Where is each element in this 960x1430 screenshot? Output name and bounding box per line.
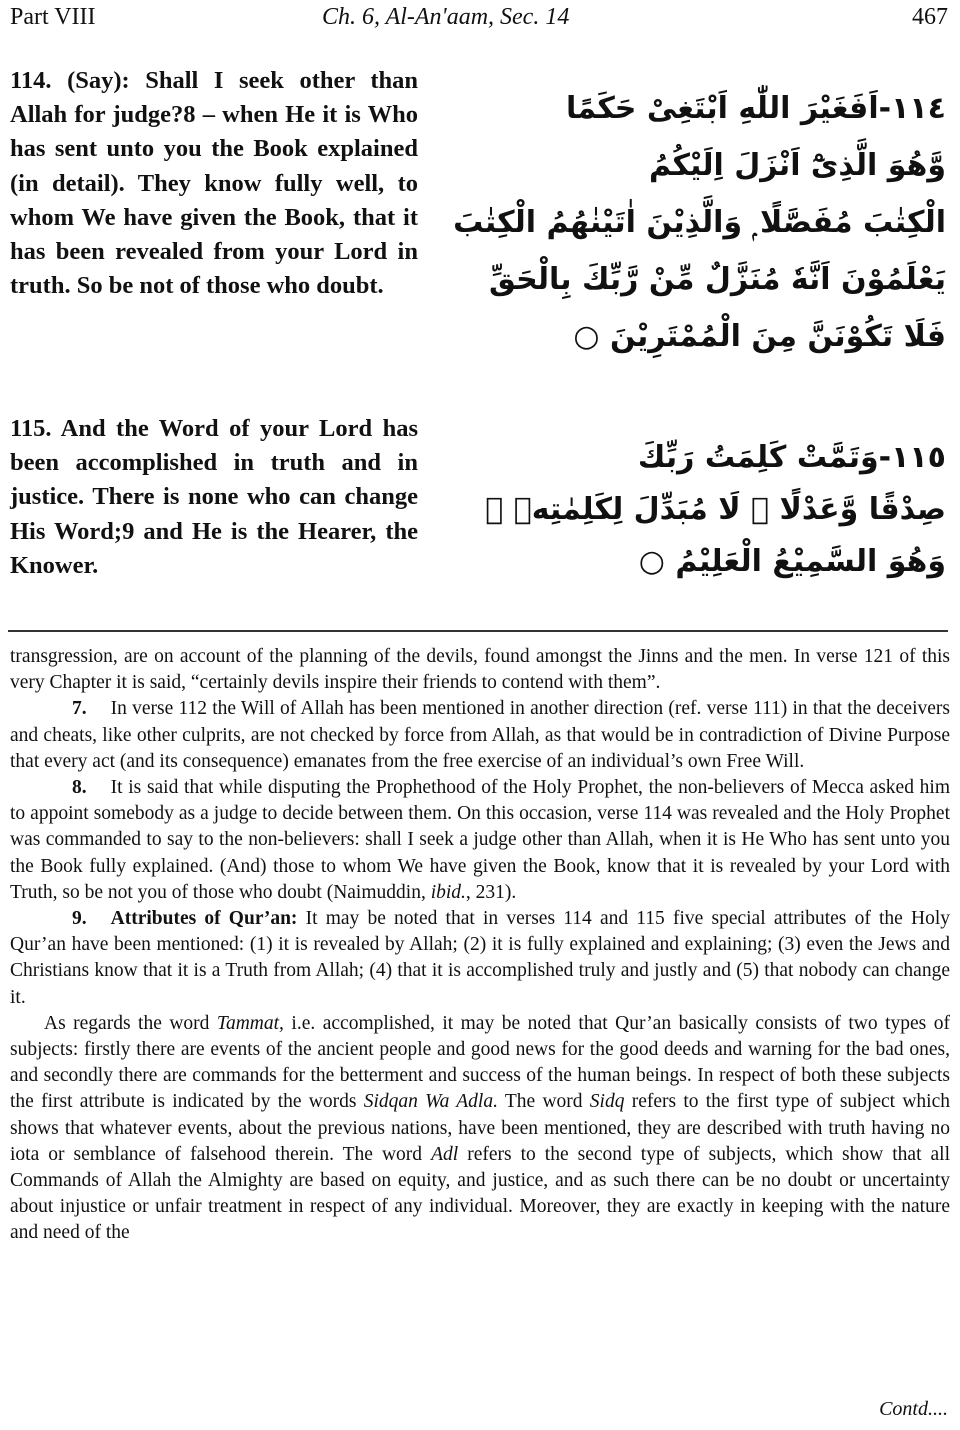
note-9-paragraph: [10, 1011, 950, 1247]
part-label: Part VIII: [10, 4, 96, 30]
verse-114-text: 114. (Say): Shall I seek other than Allah for judge?8 – when He it is Who has sent unto you the Book explained (in detail). They know fully well, to whom We have given the Book, that it has been revealed from your Lord in truth. So be not of those who doubt.: [10, 67, 418, 300]
note-9-text: It may be noted that in verses 114 and 115 five special attributes of the Holy Qur’an have been mentioned: (1) it is revealed by Allah; (2) it is fully explained and explaining; (3) even the Jews and Christians know that it is a Truth from Allah; (4) that it is accomplished truly and justly and (5) that nobody can change it.: [10, 908, 950, 1008]
verse-115-arabic: [446, 432, 946, 588]
para-text: refers to the first type of subject which shows that whatever events, about the previous nations, have been mentioned, they are described with truth having no iota or semblance of falsehood therein. The word: [10, 1091, 950, 1165]
term-adl: Adl: [431, 1143, 459, 1165]
note-6-continuation: transgression, are on account of the planning of the devils, found amongst the Jinns and the men. In verse 121 of this very Chapter it is said, “certainly devils inspire their friends to contend with them”.: [10, 646, 950, 694]
verse-115-translation: [10, 412, 418, 583]
arabic-line: وَّهُوَ الَّذِىْٓ اَنْزَلَ اِلَيْكُمُ: [649, 148, 946, 183]
term-sidq: Sidq: [589, 1091, 625, 1113]
arabic-line: فَلَا تَكُوْنَنَّ مِنَ الْمُمْتَرِيْنَ ○: [573, 319, 946, 354]
note-9: [10, 906, 950, 1011]
arabic-line: يَعْلَمُوْنَ اَنَّهٗ مُنَزَّلٌ مِّنْ رَّبِّكَ بِالْحَقِّ: [489, 262, 946, 297]
verse-114-arabic: [446, 80, 946, 365]
arabic-line: الْكِتٰبَ مُفَصَّلًا ۭ وَالَّذِيْنَ اٰتَيْنٰهُمُ الْكِتٰبَ: [453, 205, 946, 240]
arabic-line: ١١٤-اَفَغَيْرَ اللّٰهِ اَبْتَغِىْ حَكَمًا: [565, 91, 946, 126]
note-8-number: 8.: [72, 777, 87, 799]
note-8-text: It is said that while disputing the Prophethood of the Holy Prophet, the non-believers of Mecca asked him to appoint somebody as a judge to decide between them. On this occasion, verse 114 was revealed and the Holy Prophet was commanded to say to the non-believers: shall I seek a judge other than Allah, when it is He Who has sent unto you the Book fully explained. (And) those to whom We have given the Book, know that it is revealed by your Lord with Truth, so be not you of those who doubt (Naimuddin,: [10, 777, 950, 903]
footnotes: [10, 644, 950, 1247]
note-8-ibid: ibid.: [430, 881, 466, 903]
note-9-number: 9.: [72, 908, 87, 930]
verse-114-translation: [10, 64, 418, 303]
page-header: [10, 4, 948, 36]
arabic-line: صِدْقًا وَّعَدْلًا ۭ لَا مُبَدِّلَ لِكَلِمٰتِهٖ ۚ: [485, 492, 946, 527]
chapter-section-label: Ch. 6, Al-An'aam, Sec. 14: [322, 4, 570, 30]
term-sidqan-wa-adla: Sidqan Wa Adla.: [363, 1091, 498, 1113]
para-text: As regards the word: [44, 1012, 217, 1034]
para-text: refers to the second type of subjects, which show that all Commands of Allah the Almighty are based on equity, and justice, and as such there can be no doubt or uncertainty about injustice or unfair treatment in respect of any individual. Moreover, they are exactly in keeping with the nature and need of the: [10, 1143, 951, 1244]
arabic-line: ١١٥-وَتَمَّتْ كَلِمَتُ رَبِّكَ: [637, 440, 946, 475]
note-7-text: In verse 112 the Will of Allah has been mentioned in another direction (ref. verse 111) in that the deceivers and cheats, like other culprits, are not checked by force from Allah, as that would be in contradiction of Divine Purpose that every act (and its consequence) emanates from the free exercise of an individual’s own Free Will.: [10, 698, 950, 772]
note-8-text-end: , 231).: [465, 881, 517, 903]
para-text: i.e. accomplished, it may be noted that Qur’an basically consists of two types of subjects: firstly there are events of the ancient people and good news for the good deeds and warning for the bad ones, and secondly there are commands for the betterment and success of the human beings. In respect of both these subjects the first attribute is indicated by the words: [10, 1012, 950, 1113]
note-8: [10, 775, 950, 906]
verse-115-text: 115. And the Word of your Lord has been accomplished in truth and in justice. There is none who can change His Word;9 and He is the Hearer, the Knower.: [10, 415, 418, 579]
page-number: 467: [912, 4, 948, 30]
arabic-line: وَهُوَ السَّمِيْعُ الْعَلِيْمُ ○: [638, 544, 946, 579]
continued-label: Contd....: [879, 1398, 948, 1420]
term-tammat: Tammat,: [216, 1012, 284, 1034]
note-7: [10, 696, 950, 775]
note-9-heading: Attributes of Qur’an:: [110, 908, 298, 930]
note-7-number: 7.: [72, 698, 87, 720]
footnote-divider: [8, 630, 948, 632]
para-text: The word: [497, 1091, 590, 1113]
